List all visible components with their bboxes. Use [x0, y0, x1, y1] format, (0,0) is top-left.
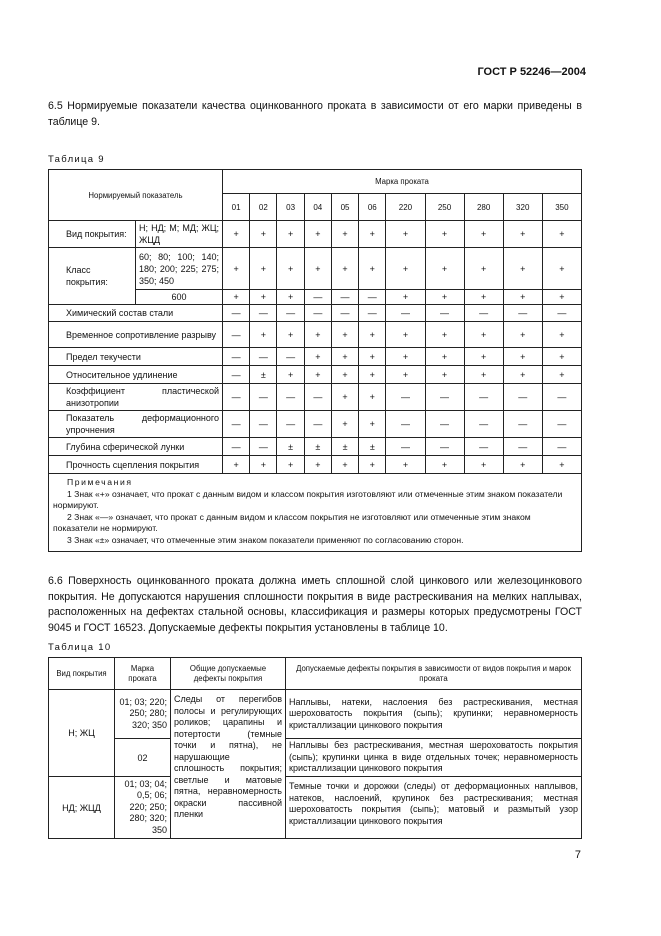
table9-cell: +: [304, 248, 331, 290]
table9-cell: —: [425, 305, 464, 322]
table9-cell: +: [359, 322, 386, 348]
table9-cell: —: [359, 305, 386, 322]
paragraph-6-5: 6.5 Нормируемые показатели качества оцинкованного проката в зависимости от его марки приведены в таблице 9.: [48, 100, 582, 128]
table9-cell: —: [503, 305, 542, 322]
table9-cell: —: [503, 438, 542, 456]
table9-cell: +: [331, 411, 358, 438]
table9-mark-header: 280: [464, 194, 503, 221]
table-10: [48, 657, 582, 839]
table9-cell: +: [425, 221, 464, 248]
table9-cell: +: [542, 221, 581, 248]
table-9: [48, 169, 582, 552]
table9-cell: +: [464, 366, 503, 384]
table-row: [49, 221, 582, 248]
table10-header-general: Общие допускаемые дефекты покрытия: [171, 658, 286, 690]
table9-row-sublabel: 600: [136, 290, 223, 305]
table9-cell: —: [223, 348, 250, 366]
document-id: ГОСТ Р 52246—2004: [477, 66, 586, 78]
table9-cell: +: [464, 348, 503, 366]
table9-notes: [49, 474, 582, 552]
table9-cell: +: [503, 322, 542, 348]
table9-cell: +: [386, 456, 425, 474]
table9-cell: —: [250, 384, 277, 411]
table9-cell: —: [277, 348, 304, 366]
table9-cell: —: [331, 305, 358, 322]
table9-cell: +: [542, 248, 581, 290]
page-number: 7: [574, 849, 581, 861]
table9-cell: +: [223, 221, 250, 248]
table9-cell: —: [542, 305, 581, 322]
table10-kind: НД; ЖЦД: [49, 777, 115, 839]
table9-cell: +: [425, 348, 464, 366]
table9-cell: +: [250, 322, 277, 348]
table9-cell: +: [331, 348, 358, 366]
table9-cell: +: [386, 366, 425, 384]
table10-mark: 02: [115, 739, 171, 777]
table9-cell: —: [425, 438, 464, 456]
table9-cell: —: [503, 411, 542, 438]
table9-cell: +: [331, 221, 358, 248]
table9-cell: +: [425, 248, 464, 290]
table9-cell: +: [503, 221, 542, 248]
table9-cell: +: [464, 322, 503, 348]
table9-cell: +: [277, 221, 304, 248]
table10-kind: Н; ЖЦ: [49, 690, 115, 777]
table9-cell: +: [277, 290, 304, 305]
table10-mark: 01; 03; 220; 250; 280; 320; 350: [115, 690, 171, 739]
table9-cell: —: [542, 411, 581, 438]
table9-cell: +: [223, 456, 250, 474]
table9-header-marks: Марка проката: [223, 170, 582, 194]
table9-cell: —: [277, 305, 304, 322]
table9-cell: +: [386, 248, 425, 290]
table9-cell: +: [331, 322, 358, 348]
table9-row-label: Предел текучести: [49, 348, 223, 366]
table9-cell: ±: [331, 438, 358, 456]
table9-cell: —: [277, 384, 304, 411]
table9-cell: +: [425, 290, 464, 305]
table9-cell: ±: [250, 366, 277, 384]
table-row: [49, 411, 582, 438]
table9-cell: +: [359, 348, 386, 366]
table9-cell: —: [223, 322, 250, 348]
table9-cell: —: [386, 438, 425, 456]
table9-row-label: Химический состав стали: [49, 305, 223, 322]
table9-cell: +: [304, 322, 331, 348]
table9-cell: +: [386, 290, 425, 305]
table10-defects: Темные точки и дорожки (следы) от деформационных наплывов, натеков, наслоений, крупинок без растрескивания; местная шероховатость покрытия (сыпь); матовый и размытый узор кристаллизации цинкового покрытия: [286, 777, 582, 839]
table9-cell: —: [304, 305, 331, 322]
table10-defects: Наплывы, натеки, наслоения без растрескивания, местная шероховатость покрытия (сыпь); крупинки; неравномерность кристаллизации цинкового покрытия: [286, 690, 582, 739]
table10-defects: Наплывы без растрескивания, местная шероховатость покрытия (сыпь); крупинки цинка в виде отдельных точек; неравномерность кристаллизации цинкового покрытия: [286, 739, 582, 777]
table9-cell: +: [304, 456, 331, 474]
table9-cell: ±: [359, 438, 386, 456]
table9-cell: —: [464, 411, 503, 438]
table9-cell: +: [331, 384, 358, 411]
table9-cell: —: [425, 411, 464, 438]
table9-mark-header: 05: [331, 194, 358, 221]
table9-cell: —: [386, 305, 425, 322]
table9-cell: +: [250, 221, 277, 248]
table9-row-label: Прочность сцепления покрытия: [49, 456, 223, 474]
table-row: [49, 384, 582, 411]
table9-cell: +: [503, 248, 542, 290]
table9-cell: +: [277, 366, 304, 384]
table9-cell: +: [277, 456, 304, 474]
table9-mark-header: 03: [277, 194, 304, 221]
table9-cell: +: [359, 456, 386, 474]
table9-cell: —: [359, 290, 386, 305]
table9-cell: +: [542, 456, 581, 474]
table9-header-indicator: Нормируемый показатель: [49, 170, 223, 221]
table9-cell: —: [464, 305, 503, 322]
table9-cell: +: [304, 221, 331, 248]
table9-cell: —: [223, 305, 250, 322]
table9-cell: +: [425, 366, 464, 384]
table9-cell: +: [464, 248, 503, 290]
paragraph-6-6: 6.6 Поверхность оцинкованного проката должна иметь сплошной слой цинкового или железоцинкового покрытия. Не допускаются нарушения сплошности покрытия в виде растрескивания на мелких наплывах, расположенных на дефектах стальной основы, классификация и размеры которых предусмотрены ГОСТ 9045 и ГОСТ 16523. Допускаемые дефекты покрытия установлены в таблице 10.: [48, 575, 582, 634]
table9-cell: —: [223, 438, 250, 456]
table9-mark-header: 04: [304, 194, 331, 221]
table9-row-label: Вид покрытия:: [49, 221, 136, 248]
table9-cell: —: [304, 384, 331, 411]
table9-cell: +: [542, 290, 581, 305]
table9-row-label: Временное сопротивление разрыву: [49, 322, 223, 348]
table9-cell: +: [386, 322, 425, 348]
table9-cell: +: [359, 221, 386, 248]
table9-mark-header: 350: [542, 194, 581, 221]
table10-general-defects: Следы от перегибов полосы и регулирующих роликов; царапины и потертости (темные точки и пятна), не нарушающие сплошность покрытия; светлые и матовые пятна, неравномерность окраски пассивной пленки: [171, 690, 286, 839]
table-row: [49, 438, 582, 456]
table9-cell: +: [304, 366, 331, 384]
notes-title: Примечания: [67, 477, 133, 487]
note-3: 3 Знак «±» означает, что отмеченные этим знаком показатели применяют по согласованию сторон.: [67, 534, 464, 545]
table9-cell: +: [331, 248, 358, 290]
table9-cell: ±: [304, 438, 331, 456]
table9-cell: +: [542, 366, 581, 384]
table10-mark: 01; 03; 04; 0,5; 06; 220; 250; 280; 320; 350: [115, 777, 171, 839]
table9-cell: +: [542, 322, 581, 348]
table9-cell: ±: [277, 438, 304, 456]
table9-cell: —: [223, 366, 250, 384]
table9-cell: +: [359, 248, 386, 290]
table9-cell: +: [386, 221, 425, 248]
table9-cell: +: [223, 248, 250, 290]
table9-cell: +: [464, 290, 503, 305]
table9-cell: —: [503, 384, 542, 411]
table9-cell: +: [503, 366, 542, 384]
table9-cell: —: [250, 348, 277, 366]
table9-cell: +: [425, 456, 464, 474]
table9-cell: +: [464, 221, 503, 248]
table9-cell: +: [331, 366, 358, 384]
table10-header-specific: Допускаемые дефекты покрытия в зависимости от видов покрытия и марок проката: [286, 658, 582, 690]
note-2: 2 Знак «—» означает, что прокат с данным видом и классом покрытия не изготовляют или отмеченные этим знаком показатели не нормируют.: [53, 511, 531, 534]
table9-cell: —: [223, 411, 250, 438]
table9-cell: +: [277, 322, 304, 348]
table9-mark-header: 01: [223, 194, 250, 221]
table9-row-label: Класс покрытия:: [49, 248, 136, 305]
table9-cell: +: [542, 348, 581, 366]
table9-mark-header: 06: [359, 194, 386, 221]
table9-cell: —: [464, 438, 503, 456]
table9-row-sublabel: Н; НД; М; МД; ЖЦ; ЖЦД: [136, 221, 223, 248]
table9-cell: —: [277, 411, 304, 438]
table9-cell: +: [250, 290, 277, 305]
table10-header-kind: Вид покрытия: [49, 658, 115, 690]
table9-cell: —: [425, 384, 464, 411]
table10-header-mark: Марка проката: [115, 658, 171, 690]
table9-cell: +: [503, 290, 542, 305]
table9-cell: —: [250, 411, 277, 438]
table-row: [49, 348, 582, 366]
table9-cell: —: [250, 438, 277, 456]
table9-cell: +: [425, 322, 464, 348]
table9-cell: —: [223, 384, 250, 411]
table9-cell: +: [304, 348, 331, 366]
table9-row-sublabel: 60; 80; 100; 140; 180; 200; 225; 275; 350; 450: [136, 248, 223, 290]
table9-cell: —: [250, 305, 277, 322]
table9-mark-header: 250: [425, 194, 464, 221]
table9-mark-header: 02: [250, 194, 277, 221]
table-row: [49, 456, 582, 474]
table9-cell: +: [331, 456, 358, 474]
table9-cell: —: [386, 411, 425, 438]
table9-cell: —: [542, 438, 581, 456]
table9-caption: Таблица 9: [48, 154, 105, 165]
table9-cell: +: [464, 456, 503, 474]
table9-cell: +: [359, 411, 386, 438]
table9-cell: +: [386, 348, 425, 366]
table-row: [49, 366, 582, 384]
table9-cell: —: [304, 411, 331, 438]
table-row: [49, 305, 582, 322]
table9-cell: —: [331, 290, 358, 305]
table9-cell: +: [223, 290, 250, 305]
table9-mark-header: 220: [386, 194, 425, 221]
table9-row-label: Коэффициент пластической анизотропии: [49, 384, 223, 411]
table9-cell: —: [386, 384, 425, 411]
table9-cell: +: [277, 248, 304, 290]
table9-mark-header: 320: [503, 194, 542, 221]
table9-cell: +: [359, 366, 386, 384]
table10-caption: Таблица 10: [48, 642, 112, 653]
table9-cell: +: [250, 248, 277, 290]
table9-cell: +: [250, 456, 277, 474]
table9-cell: +: [503, 348, 542, 366]
table9-cell: +: [503, 456, 542, 474]
note-1: 1 Знак «+» означает, что прокат с данным видом и классом покрытия изготовляют или отмеченные этим знаком показатели нормируют.: [53, 488, 563, 511]
table-row: [49, 322, 582, 348]
table9-cell: —: [542, 384, 581, 411]
table9-cell: +: [359, 384, 386, 411]
table9-row-label: Глубина сферической лунки: [49, 438, 223, 456]
table-row: [49, 248, 582, 290]
table9-row-label: Относительное удлинение: [49, 366, 223, 384]
table9-cell: —: [304, 290, 331, 305]
table9-cell: —: [464, 384, 503, 411]
table9-row-label: Показатель деформационного упрочнения: [49, 411, 223, 438]
